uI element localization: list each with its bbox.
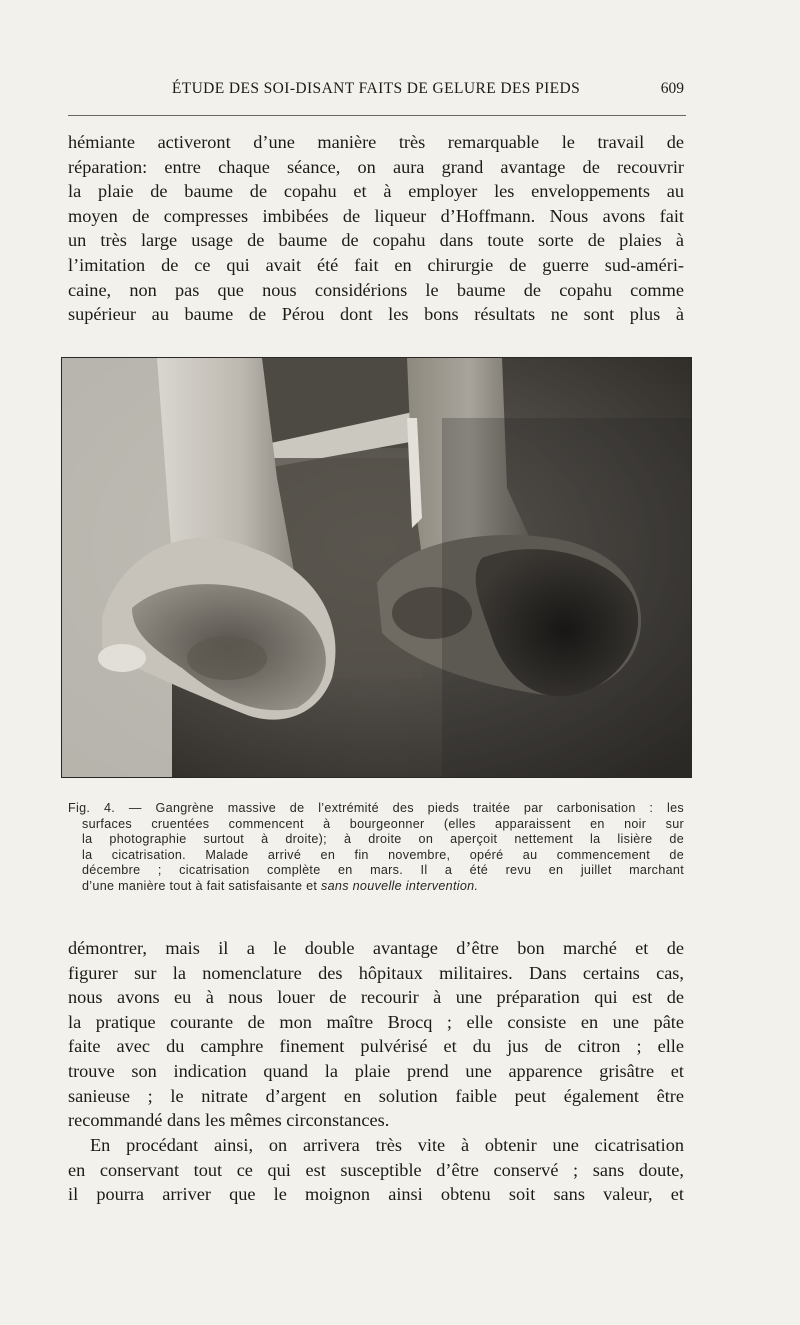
text-line: il pourra arriver que le moignon ainsi obtenu soit sans valeur, et [68,1184,684,1205]
text-line: sanieuse ; le nitrate d’argent en solution faible peut également être [68,1085,684,1106]
text-line: En procédant ainsi, on arrivera très vite à obtenir une cicatrisation [90,1135,684,1155]
running-head [68,80,684,102]
text-line: en conservant tout ce qui est susceptible d’être conservé ; sans doute, [68,1159,684,1180]
caption-line: la photographie surtout à droite); à droite on aperçoit nettement la lisière de [82,832,684,847]
text-line: un très large usage de baume de copahu dans toute sorte de plaies à [68,230,684,251]
caption-line: surfaces cruentées commencent à bourgeonner (elles apparaissent en noir sur [82,816,684,831]
paragraph-2 [68,936,684,1133]
caption-line: décembre ; cicatrisation complète en mars. Il a été revu en juillet marchant [82,863,684,878]
figure-caption [68,801,684,895]
figure-photograph [61,357,692,778]
page-number: 609 [660,80,684,97]
caption-plain-text: d’une manière tout à fait satisfaisante et [82,878,322,893]
text-line: caine, non pas que nous considérions le baume de copahu comme [68,279,684,300]
text-line: nous avons eu à nous louer de recourir à une préparation qui est de [68,987,684,1008]
paragraph-3 [68,1133,684,1207]
caption-italic-text: sans nouvelle intervention. [321,878,479,893]
text-line: hémiante activeront d’une manière très remarquable le travail de [68,132,684,152]
text-line: la pratique courante de mon maître Brocq ; elle consiste en une pâte [68,1011,684,1032]
text-line: recommandé dans les mêmes circonstances. [68,1110,390,1131]
caption-line-last [68,879,684,895]
text-line: supérieur au baume de Pérou dont les bons résultats ne sont plus à [68,304,684,325]
text-line: démontrer, mais il a le double avantage d’être bon marché et de [68,938,684,958]
text-line: réparation: entre chaque séance, on aura grand avantage de recouvrir [68,156,684,177]
text-line: la plaie de baume de copahu et à employer les enveloppements au [68,181,684,202]
paragraph-1 [68,130,684,327]
feet-photograph [62,358,691,777]
running-head-title: ÉTUDE DES SOI-DISANT FAITS DE GELURE DES PIEDS [171,80,581,97]
text-line: l’imitation de ce qui avait été fait en chirurgie de guerre sud-améri- [68,254,684,275]
text-line: moyen de compresses imbibées de liqueur d’Hoffmann. Nous avons fait [68,205,684,226]
caption-line: Fig. 4. — Gangrène massive de l’extrémité des pieds traitée par carbonisation : les [68,801,684,815]
text-line: trouve son indication quand la plaie prend une apparence grisâtre et [68,1060,684,1081]
caption-line: la cicatrisation. Malade arrivé en fin novembre, opéré au commencement de [82,847,684,862]
text-line: figurer sur la nomenclature des hôpitaux militaires. Dans certains cas, [68,962,684,983]
header-rule [68,115,686,116]
text-line: faite avec du camphre finement pulvérisé et du jus de citron ; elle [68,1036,684,1057]
